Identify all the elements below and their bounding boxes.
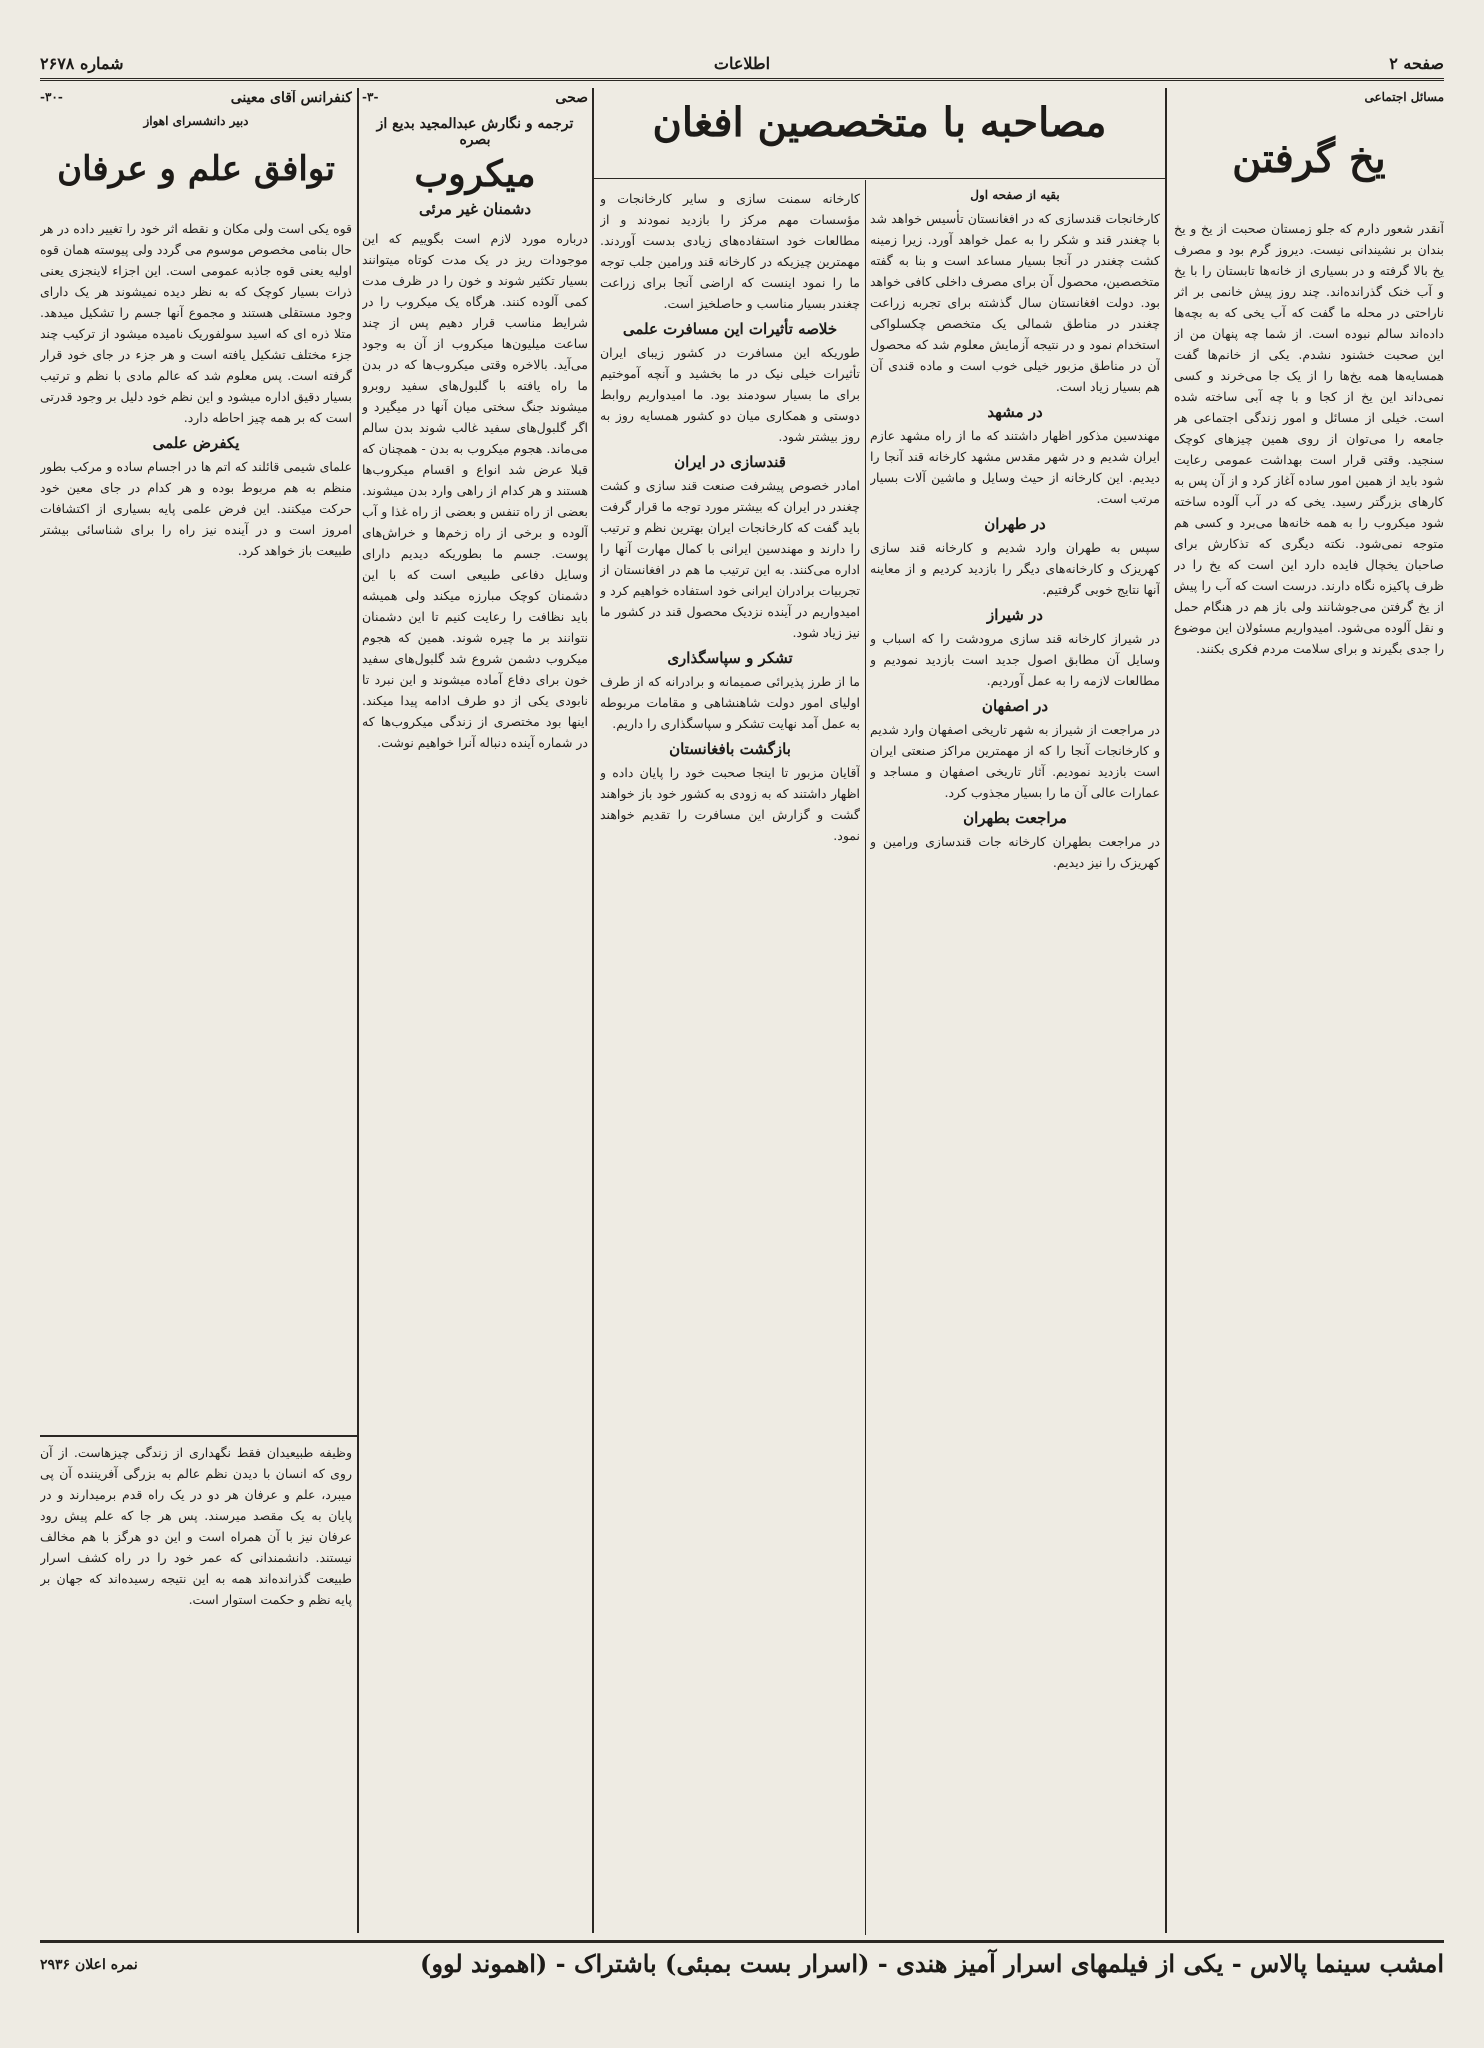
article-ice xyxy=(1174,90,1444,1930)
headline-interview: مصاحبه با متخصصین افغان xyxy=(652,99,1107,146)
category-label: مسائل اجتماعی xyxy=(1364,90,1444,104)
column-rule xyxy=(1165,88,1167,1933)
article-body: وظیفه طبیعیدان فقط نگهداری از زندگی چیزهاست. از آن روی که انسان با دیدن نظم عالم به بزرگی آفریننده آن پی میبرد، علم و عرفان هر دو در یک راه قدم برمیدارند و در پایان به یک مقصد میرسند. پس هر جا که علم پیش رود عرفان نیز با آن همراه است و این دو هرگز با هم مخالف نیستند. دانشمندانی که عمر خود را در راه کشف اسرار طبیعت گذرانده‌اند همه به این نتیجه رسیده‌اند که جهان بر پایه نظم و حکمت استوار است. xyxy=(40,1445,352,1607)
section-rule xyxy=(40,1435,357,1437)
byline: ترجمه و نگارش عبدالمجید بدیع از بصره xyxy=(376,116,574,148)
section-heading: قندسازی در ایران xyxy=(674,453,786,471)
article-body: مهندسین مذکور اظهار داشتند که ما از راه مشهد عازم ایران شدیم و در شهر مقدس مشهد کارخانه قند آنجا را دیدیم. این کارخانه از حیث وسایل و ماشین آلات بسیار مرتب است. xyxy=(870,428,1160,506)
section-heading: یکفرض علمی xyxy=(152,433,240,452)
article-body: در مراجعت بطهران کارخانه جات قندسازی ورامین و کهریزک را نیز دیدیم. xyxy=(870,834,1160,870)
cinema-advertisement xyxy=(40,1940,1444,1987)
interview-headline-block xyxy=(594,92,1165,174)
page-number: -۳۰- xyxy=(40,90,63,104)
newspaper-name: اطلاعات xyxy=(713,54,771,73)
article-body: درباره مورد لازم است بگوییم که این موجودات ریز در یک مدت کوتاه میتوانند بسیار تکثیر شوند و خون را در ظرف مدت کمی آلوده کنند. هرگاه یک میکروب را در شرایط مناسب قرار دهیم پس از چند ساعت میلیون‌ها میکروب از آن به وجود می‌آید. بالاخره وقتی میکروب‌ها که در بدن ما راه یافته با گلبول‌های سفید روبرو میشوند جنگ سختی میان آنها در میگیرد و اگر گلبول‌های سفید غالب شوند بدن سالم می‌ماند. هجوم میکروب به بدن - همچنان که قبلا عرض شد انواع و اقسام میکروب‌ها هستند و هر کدام از راهی وارد بدن میشوند. بعضی از راه تنفس و بعضی از راه غذا و آب آلوده و برخی از راه زخم‌ها و خراش‌های پوست. جسم ما بطوریکه دیدیم دارای وسایل دفاعی طبیعی است که با این دشمنان کوچک مبارزه میکند ولی همیشه باید نظافت را رعایت کنیم تا این دشمنان نتوانند بر ما چیره شوند. همین که هجوم میکروب دشمن شروع شد گلبول‌های سفید خون برای دفاع آماده میشوند و این نبرد تا نابودی یکی از دو طرف ادامه پیدا میکند. اینها بود مختصری از زندگی میکروب‌ها که در شماره آینده دنباله آنرا خواهیم نوشت. xyxy=(362,230,588,750)
article-body: امادر خصوص پیشرفت صنعت قند سازی و کشت چغندر در ایران که بیشتر مورد توجه ما قرار گرفت باید گفت که کارخانجات ایران بهترین نظم و ترتیب را دارند و مهندسین ایرانی با کمال مهارت آنها را اداره می‌کنند. به این ترتیب ما هم در افغانستان از تجربیات برادران ایرانی خود استفاده خواهیم کرد و امیدواریم در آینده نزدیک محصول قند در کشور ما نیز زیاد شود. xyxy=(600,478,860,640)
masthead xyxy=(40,50,1444,81)
article-body: آقایان مزبور تا اینجا صحبت خود را پایان داده و اظهار داشتند که به زودی به کشور خود باز خواهند گشت و گزارش این مسافرت را تقدیم خواهند نمود. xyxy=(600,765,860,843)
continued-label: بقیه از صفحه اول xyxy=(970,188,1060,202)
section-label: صحی xyxy=(555,90,588,106)
article-science xyxy=(40,90,352,1430)
article-body: آنقدر شعور دارم که جلو زمستان صحبت از یخ و یخ بندان بر نشیندانی نیست. دیروز گرم بود و مصرف یخ بالا گرفته و در بسیاری از خانه‌ها تابستان را با یخ و آب خنک گذرانده‌اند. چند روز پیش خانمی بر اثر ناراحتی در محله ما گفت که آب یخی که به بچه‌ها داده‌اند سالم نبوده است. از شما چه پنهان من از این صحبت خشنود نشدم. یکی از خانم‌ها گفت همسایه‌ها همه یخ‌ها را از یک جا می‌خرند و کسی نمی‌داند این یخ از کجا و با چه آبی ساخته شده است. خیلی از مسائل و امور زندگی اجتماعی هر جامعه را می‌توان از روی همین چیزهای کوچک سنجید. وقتی قرار است بهداشت عمومی رعایت شود باید از همین امور ساده آغاز کرد و از آن پس به کارهای بزرگتر رسید. یخی که در آب آلوده ساخته شود میکروب را به همه خانه‌ها می‌برد و کسی هم متوجه نمی‌شود. نکته دیگری که تذکارش برای صاحبان یخچال فایده دارد این است که یخ را در ظرف پاکیزه نگاه دارند. درست است که آب را پیش از یخ گرفتن می‌جوشانند ولی باز هم در هنگام حمل و نقل آلوده می‌شود. امیدواریم مسئولان این موضوع را جدی بگیرند و برای سلامت مردم فکری بکنند. xyxy=(1174,221,1444,656)
article-body: در شیراز کارخانه قند سازی مرودشت را که اسباب و وسایل آن مطابق اصول جدید است بازدید نمودیم و مطالعات لازمه را به عمل آوردیم. xyxy=(870,631,1160,688)
section-heading: مراجعت بطهران xyxy=(963,809,1067,827)
article-body: کارخانجات قندسازی که در افغانستان تأسیس خواهد شد با چغندر قند و شکر را به عمل خواهد آورد. زیرا زمینه کشت چغندر در آنجا بسیار مساعد است و بنا به گفته متخصصین، محصول آن برای مصرف داخلی کافی خواهد بود. دولت افغانستان سال گذشته برای تجربه زراعت چغندر در مناطق شمالی یک متخصص چکسلواکی استخدام نمود و در نتیجه آزمایش معلوم شد که محصول آن در مناطق مزبور خیلی خوب است و ماده قندی آن هم بسیار زیاد است. xyxy=(870,211,1160,394)
section-heading: تشکر و سپاسگذاری xyxy=(667,649,793,667)
article-body: قوه یکی است ولی مکان و نقطه اثر خود را تغییر داده در هر حال بنامی مخصوص موسوم می گردد ولی پیوسته همان قوه اولیه یعنی قوه جاذبه عمومی است. این اجزاء لاینجزی یعنی ذرات بسیار کوچک که به نظر دیده نمیشوند هر یک دارای وجود مستقلی هستند و مجموع آنها جسم را تشکیل میدهد. متلا ذره ای که اسید سولفوریک نامیده میشود از ترکیب چند جزء مختلف تشکیل یافته است و هر جزء در جای خود قرار گرفته است. پس معلوم شد که عالم مادی با نظم و ترتیب بسیار دقیق اداره میشود و این نظم خود دلیل بر وجود قدرتی است که بر همه چیز احاطه دارد. xyxy=(40,220,352,425)
column-rule xyxy=(865,180,866,1935)
headline-science: توافق علم و عرفان xyxy=(57,149,335,189)
headline-ice: یخ گرفتن xyxy=(1232,135,1386,182)
article-interview xyxy=(870,188,1160,1933)
ad-text: امشب سینما پالاس - یکی از فیلمهای اسرار آمیز هندی - (اسرار بست بمبئی) باشتراک - (اهموند لوو) xyxy=(420,1949,1444,1978)
issue-number: شماره ۲۶۷۸ xyxy=(40,54,124,73)
article-interview-continued xyxy=(600,188,860,1933)
section-heading: در شیراز xyxy=(987,606,1043,624)
article-body: در مراجعت از شیراز به شهر تاریخی اصفهان وارد شدیم و کارخانجات آنجا را که از مهمترین مراکز صنعتی ایران است بازدید نمودیم. آثار تاریخی اصفهان و مساجد و عمارات عالی آن ما را بسیار مجذوب کرد. xyxy=(870,722,1160,800)
column-rule xyxy=(592,88,594,1933)
ad-number: نمره اعلان ۲۹۳۶ xyxy=(40,1957,138,1973)
column-rule xyxy=(357,88,359,1933)
headline-rule xyxy=(594,178,1165,179)
page-number: -۳- xyxy=(362,90,379,104)
article-microbe xyxy=(362,90,588,1930)
article-science-bottom xyxy=(40,1442,352,1932)
section-heading: خلاصه تأثیرات این مسافرت علمی xyxy=(622,320,838,338)
speaker-title: دبیر دانشسرای اهواز xyxy=(143,114,249,128)
newspaper-page xyxy=(40,50,1444,1985)
section-heading: در اصفهان xyxy=(981,697,1049,715)
article-body: سپس به طهران وارد شدیم و کارخانه قند سازی کهریزک و کارخانه‌های دیگر را بازدید کردیم و از معاینه آنها نتایج خوبی گرفتیم. xyxy=(870,540,1160,597)
article-body: علمای شیمی قائلند که اتم ها در اجسام ساده و مرکب بطور منظم به هم مربوط بوده و هر کدام در جای معین خود حرکت میکنند. این فرض علمی پایه بسیاری از اکتشافات امروز است و در آینده نیز راه را برای شناسائی بیشتر طبیعت باز خواهد کرد. xyxy=(40,458,352,558)
article-body: طوریکه این مسافرت در کشور زیبای ایران تأثیرات خیلی نیک در ما بخشید و آنچه آموختیم برای ما بسیار سودمند بود. ما امیدواریم روابط دوستی و همکاری میان دو کشور همسایه روز به روز بیشتر شود. xyxy=(600,345,860,444)
section-heading: بازگشت بافغانستان xyxy=(669,740,791,758)
article-body: کارخانه سمنت سازی و سایر کارخانجات و مؤسسات مهم مرکز را بازدید نمودند و از مطالعات خود استفاده‌های زیادی بدست آوردند. مهمترین چیزیکه در کارخانه قند ورامین جلب توجه ما را نمود اینست که اراضی آنجا برای زراعت چغندر بسیار مناسب و حاصلخیز است. xyxy=(600,191,860,311)
section-heading: در مشهد xyxy=(987,403,1043,421)
section-heading: در طهران xyxy=(984,515,1046,533)
page-label: صفحه ۲ xyxy=(1389,54,1444,73)
conference-title: کنفرانس آقای معینی xyxy=(230,90,352,106)
headline-microbe: میکروب xyxy=(414,153,536,195)
article-body: ما از طرز پذیرائی صمیمانه و برادرانه که از طرف اولیای امور دولت شاهنشاهی و مقامات مربوطه به عمل آمد نهایت تشکر و سپاسگذاری را داریم. xyxy=(600,674,860,731)
subheadline: دشمنان غیر مرئی xyxy=(418,199,532,218)
